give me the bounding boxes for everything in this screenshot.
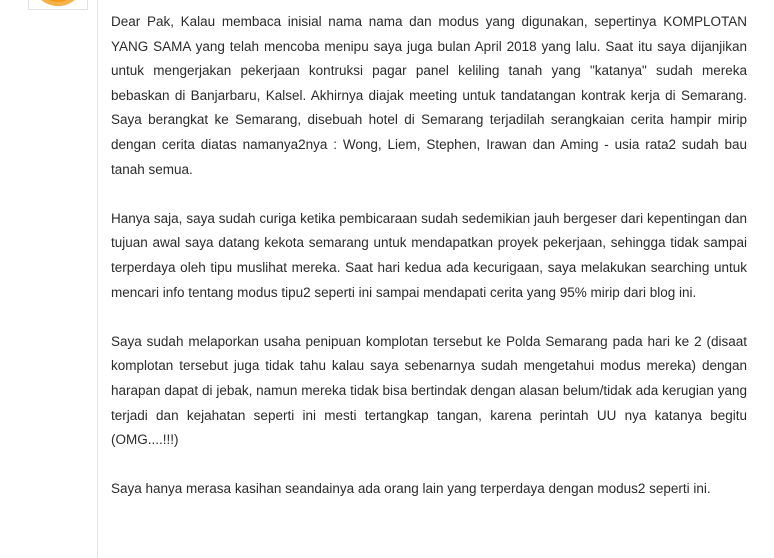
comment-divider: [97, 0, 98, 558]
user-avatar-icon: [32, 0, 84, 6]
avatar[interactable]: [28, 0, 88, 10]
comment-body: [111, 10, 747, 526]
comment-paragraph: Saya hanya merasa kasihan seandainya ada orang lain yang terperdaya dengan modus2 seperti ini.: [111, 481, 711, 497]
comment-paragraph: Hanya saja, saya sudah curiga ketika pembicaraan sudah sedemikian jauh bergeser dari kepentingan dan tujuan awal saya datang kekota semarang untuk mendapatkan proyek pekerjaan, sehingga tidak sampai terperdaya oleh tipu muslihat mereka. Saat hari kedua ada kecurigaan, saya melakukan searching untuk mencari info tentang modus tipu2 seperti ini sampai mendapati cerita yang 95% mirip dari blog ini.: [111, 210, 747, 300]
comment-paragraph: Saya sudah melaporkan usaha penipuan komplotan tersebut ke Polda Semarang pada hari ke 2 (disaat komplotan tersebut juga tidak tahu kalau saya sebenarnya sudah mengetahui modus mereka) dengan harapan dapat di jebak, namun mereka tidak bisa bertindak dengan alasan belum/tidak ada kerugian yang terjadi dan kejahatan seperti ini mesti tertangkap tangan, karena perintah UU nya katanya begitu (OMG....!!!): [111, 333, 747, 448]
comment-paragraph: Dear Pak, Kalau membaca inisial nama nama dan modus yang digunakan, sepertinya KOMPLOTAN YANG SAMA yang telah mencoba menipu saya juga bulan April 2018 yang lalu. Saat itu saya dijanjikan untuk mengerjakan pekerjaan kontruksi pagar panel keliling tanah yang "katanya" sudah mereka bebaskan di Banjarbaru, Kalsel. Akhirnya diajak meeting untuk tandatangan kontrak kerja di Semarang. Saya berangkat ke Semarang, disebuah hotel di Semarang terjadilah serangkaian cerita hampir mirip dengan cerita diatas namanya2nya : Wong, Liem, Stephen, Irawan dan Aming - usia rata2 sudah bau tanah semua.: [111, 14, 747, 177]
